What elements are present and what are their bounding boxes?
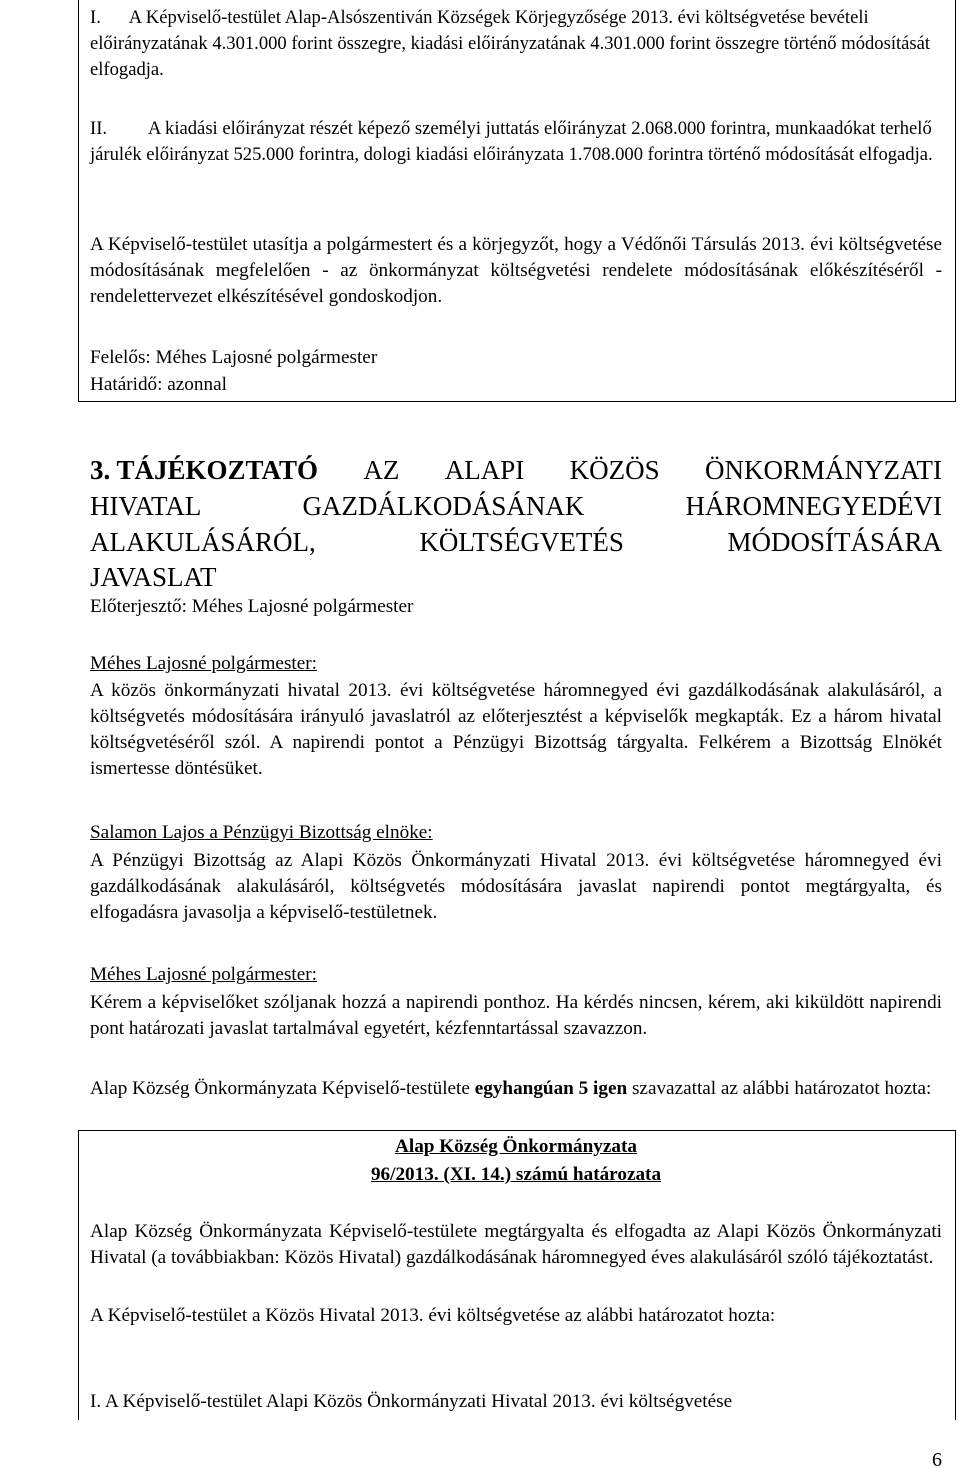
speaker-1: Méhes Lajosné polgármester: — [90, 653, 317, 674]
responsible-line: Felelős: Méhes Lajosné polgármester — [90, 347, 378, 368]
speech-2: A Pénzügyi Bizottság az Alapi Közös Önkormányzati Hivatal 2013. évi költségvetése háromnegyed évi gazdálkodásának alakulásáról, költségvetés módosítására javaslat napirendi pontot megtárgyalta, és elfogadásra javasolja a képviselő-testületnek. — [90, 850, 942, 923]
item-2-number: II. — [90, 118, 108, 139]
resolution-item-1: I. A Képviselő-testület Alap-Alsószentiván Községek Körjegyzősége 2013. évi költségvetése bevételi előirányzatának 4.301.000 forint összegre, kiadási előirányzatának 4.301.000 forint összegre történő módosítását elfogadja. — [90, 7, 931, 80]
resolution-paragraph-1: Alap Község Önkormányzata Képviselő-testülete megtárgyalta és elfogadta az Alapi Közös Önkormányzati Hivatal (a továbbiakban: Közös Hivatal) gazdálkodásának háromnegyed éves alakulásáról szóló tájékoztatást. — [90, 1221, 942, 1268]
speech-3: Kérem a képviselőket szóljanak hozzá a napirendi ponthoz. Ha kérdés nincsen, kérem, aki kiküldött napirendi pont határozati javaslat tartalmával egyetért, kézfenntartással szavazzon. — [90, 992, 942, 1039]
speaker-2: Salamon Lajos a Pénzügyi Bizottság elnöke: — [90, 822, 433, 843]
heading-word: ALAKULÁSÁRÓL, — [90, 527, 316, 557]
section-heading-line-3 — [90, 527, 942, 559]
instruction-paragraph: A Képviselő-testület utasítja a polgármestert és a körjegyzőt, hogy a Védőnői Társulás 2013. évi költségvetése módosításának megfelelően - az önkormányzat költségvetési rendelete módosításának előkészítéséről - rendelettervezet elkészítésével gondoskodjon. — [90, 234, 942, 307]
vote-count: egyhangúan 5 igen — [474, 1078, 628, 1099]
heading-word: MÓDOSÍTÁSÁRA — [727, 527, 942, 557]
speaker-3: Méhes Lajosné polgármester: — [90, 964, 317, 985]
heading-word: GAZDÁLKODÁSÁNAK — [302, 491, 585, 521]
resolution-item-I: I. A Képviselő-testület Alapi Közös Önkormányzati Hivatal 2013. évi költségvetése — [90, 1391, 733, 1412]
resolution-item-2 — [90, 116, 942, 168]
vote-text-post: szavazattal az alábbi határozatot hozta: — [627, 1078, 932, 1099]
section-heading-line-2 — [90, 491, 942, 523]
section-heading-line-1 — [90, 455, 942, 487]
heading-word: AZ — [363, 455, 400, 485]
vote-result — [90, 1076, 942, 1102]
heading-word: KÖLTSÉGVETÉS — [419, 527, 624, 557]
speech-1: A közös önkormányzati hivatal 2013. évi költségvetése háromnegyed évi gazdálkodásának alakulásáról, a költségvetés módosítására irányuló javaslatról az előterjesztést a képviselők megkapták. Ez a három hivatal költségvetéséről szól. A napirendi pontot a Pénzügyi Bizottság tárgyalta. Felkérem a Bizottság Elnökét ismertesse döntésüket. — [90, 680, 942, 779]
heading-word: ALAPI — [444, 455, 525, 485]
page-number: 6 — [932, 1449, 942, 1471]
vote-text-pre: Alap Község Önkormányzata Képviselő-testülete — [90, 1078, 475, 1099]
heading-word: HÁROMNEGYEDÉVI — [685, 491, 942, 521]
heading-word: ÖNKORMÁNYZATI — [704, 455, 942, 485]
item-2-text: A kiadási előirányzat részét képező személyi juttatás előirányzat 2.068.000 forintra, munkaadókat terhelő járulék előirányzat 525.000 forintra, dologi kiadási előirányzata 1.708.000 forintra történő módosítását elfogadja. — [90, 118, 933, 165]
section-heading-line-4: JAVASLAT — [90, 562, 217, 592]
resolution-paragraph-2: A Képviselő-testület a Közös Hivatal 2013. évi költségvetése az alábbi határozatot hozta: — [90, 1305, 776, 1326]
resolution-number: 96/2013. (XI. 14.) számú határozata — [370, 1164, 662, 1185]
resolution-title: Alap Község Önkormányzata — [395, 1136, 637, 1157]
heading-word: KÖZÖS — [569, 455, 660, 485]
heading-word: 3. TÁJÉKOZTATÓ — [90, 455, 319, 485]
deadline-line: Határidő: azonnal — [90, 374, 227, 395]
heading-word: HIVATAL — [90, 491, 202, 521]
presenter-line: Előterjesztő: Méhes Lajosné polgármester — [90, 596, 414, 617]
